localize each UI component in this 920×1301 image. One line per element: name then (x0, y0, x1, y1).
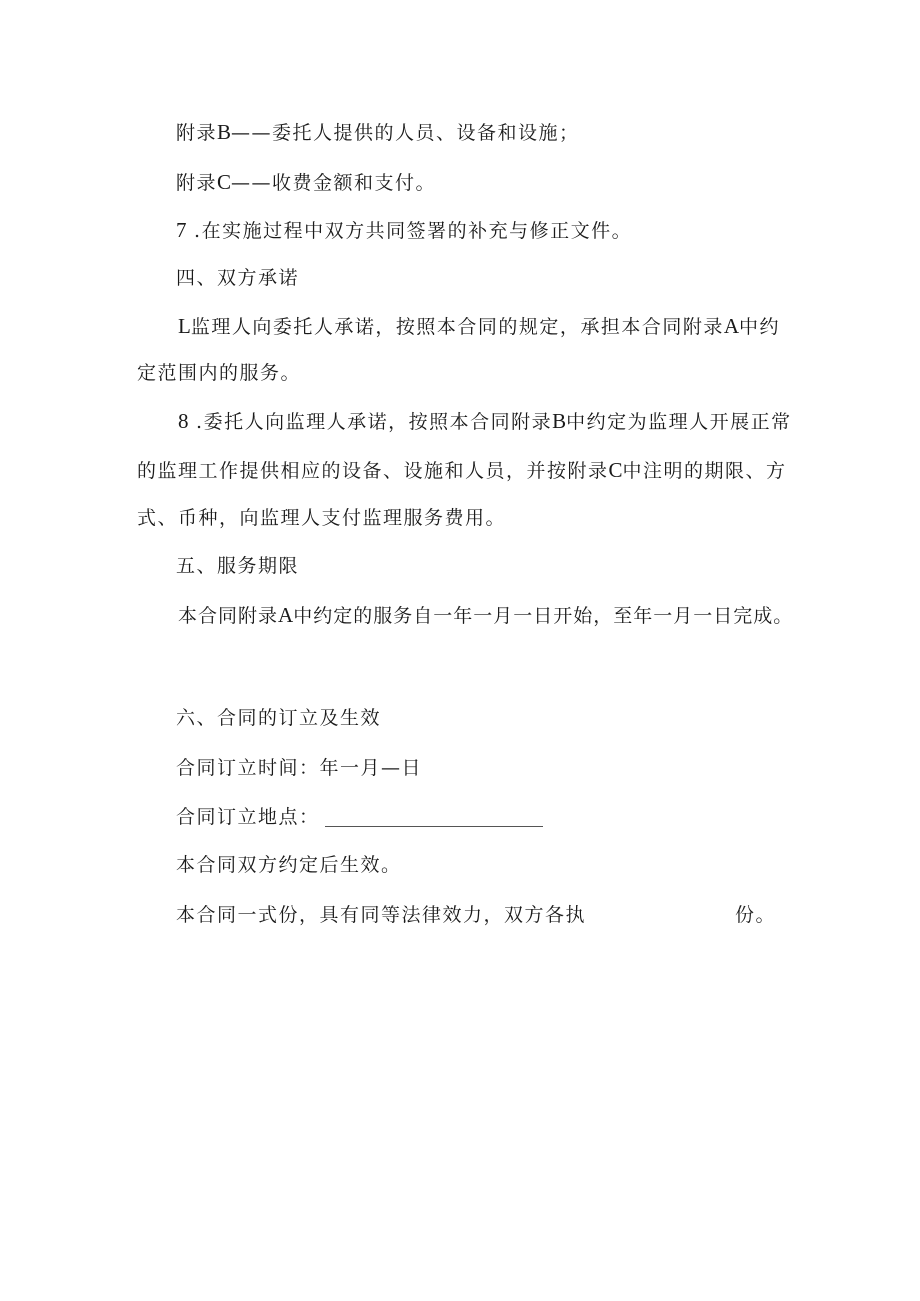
item-8-line-2: 的监理工作提供相应的设备、设施和人员，并按附录C中注明的期限、方 (137, 458, 787, 482)
service-term-line: 本合同附录A中约定的服务自一年一月一日开始，至年一月一日完成。 (178, 603, 794, 627)
appendix-c-line: 附录C——收费金额和支付。 (176, 170, 437, 194)
item-L-line-1: L监理人向委托人承诺，按照本合同的规定，承担本合同附录A中约 (178, 314, 781, 338)
item-8-line-3: 式、币种，向监理人支付监理服务费用。 (137, 507, 507, 529)
item-8-line-1: 8 .委托人向监理人承诺，按照本合同附录B中约定为监理人开展正常 (178, 409, 792, 433)
effective-line: 本合同双方约定后生效。 (176, 854, 402, 876)
item-L-line-2: 定范围内的服务。 (137, 362, 302, 384)
copies-line-prefix: 本合同一式份，具有同等法律效力，双方各执 (176, 904, 587, 926)
appendix-b-line: 附录B——委托人提供的人员、设备和设施； (176, 120, 580, 144)
sign-place-blank (325, 826, 543, 827)
sign-place-label: 合同订立地点： (176, 806, 320, 828)
section-6-heading: 六、合同的订立及生效 (176, 707, 382, 729)
sign-time-line: 合同订立时间：年一月—日 (176, 757, 423, 779)
section-4-heading: 四、双方承诺 (176, 267, 300, 289)
copies-line-suffix: 份。 (735, 904, 777, 926)
section-5-heading: 五、服务期限 (176, 555, 300, 577)
item-7-line: 7 .在实施过程中双方共同签署的补充与修正文件。 (176, 218, 633, 242)
